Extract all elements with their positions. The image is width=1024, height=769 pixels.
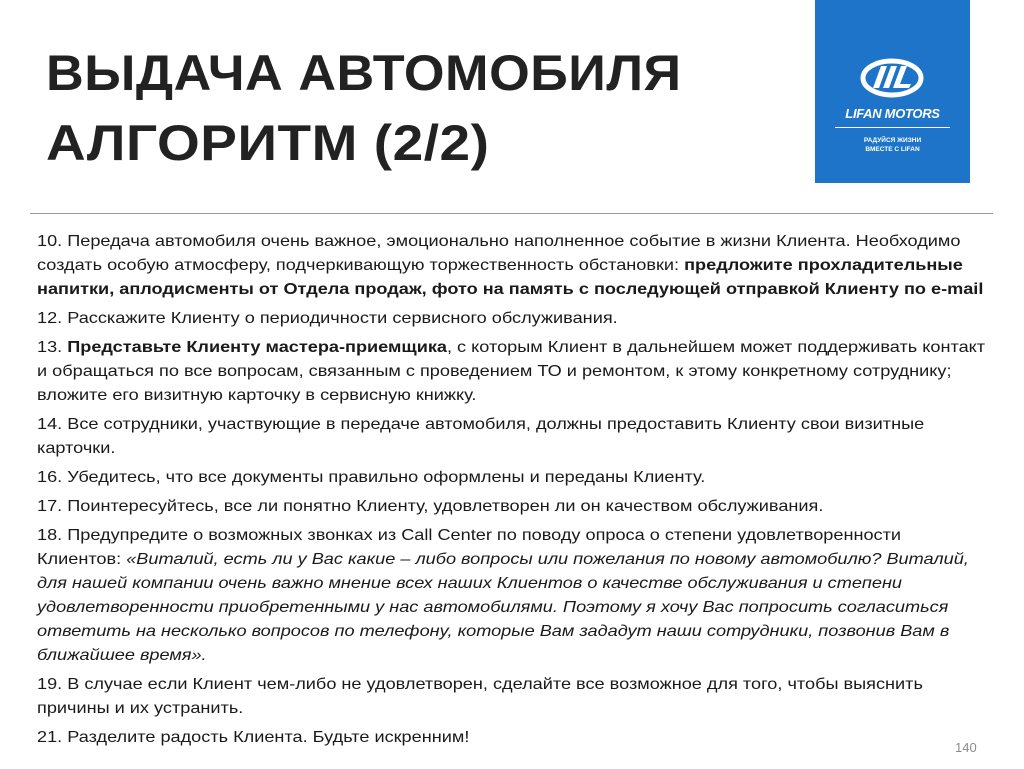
slide-title-line-1: ВЫДАЧА АВТОМОБИЛЯ [46, 45, 682, 101]
text-line [37, 495, 985, 519]
text-segment: Клиентов: [37, 551, 127, 568]
text-line [37, 596, 985, 620]
text-segment: вложите его визитную карточку в сервисную книжку. [37, 387, 477, 404]
italic-text: «Виталий, есть ли у Вас какие – либо вопросы или пожелания по новому автомобилю? Виталий, [126, 551, 969, 568]
text-segment: создать особую атмосферу, подчеркивающую торжественность обстановки: [37, 257, 685, 274]
slide-title-line-2: АЛГОРИТМ (2/2) [46, 115, 490, 171]
logo-slogan-line-1: РАДУЙСЯ ЖИЗНИ [863, 137, 922, 144]
text-line [37, 726, 985, 750]
text-segment: 13. [37, 339, 68, 356]
text-line [37, 336, 985, 360]
text-line [37, 673, 985, 697]
paragraph [37, 495, 874, 519]
text-segment: 14. Все сотрудники, участвующие в передаче автомобиля, должны предоставить Клиенту свои визитные [37, 416, 925, 433]
text-line [37, 548, 985, 572]
text-segment: 21. Разделите радость Клиента. Будьте искренним! [37, 729, 470, 746]
paragraph [37, 726, 874, 750]
paragraph [37, 673, 923, 721]
text-line [37, 413, 985, 437]
lifan-motors-logo [815, 0, 970, 183]
paragraph [37, 466, 874, 490]
text-segment: карточки. [37, 440, 116, 457]
paragraph [37, 336, 986, 408]
text-line [37, 620, 985, 644]
text-line [37, 254, 985, 278]
text-segment: 18. Предупредите о возможных звонках из Call Center по поводу опроса о степени удовлетворенности [37, 527, 902, 544]
bold-text: предложите прохладительные [684, 257, 963, 274]
text-segment: , с которым Клиент в дальнейшем может поддерживать контакт [446, 339, 986, 356]
text-segment: 12. Расскажите Клиенту о периодичности сервисного обслуживания. [37, 310, 618, 327]
text-segment: 17. Поинтересуйтесь, все ли понятно Клиенту, удовлетворен ли он качеством обслуживания. [37, 498, 824, 515]
paragraph [37, 307, 874, 331]
text-segment: и обращаться по все вопросам, связанным с проведением ТО и ремонтом, к этому конкретному сотруднику; [37, 363, 952, 380]
text-line [37, 307, 985, 331]
text-line [37, 644, 985, 668]
text-segment: 16. Убедитесь, что все документы правильно оформлены и переданы Клиенту. [37, 469, 706, 486]
text-line [37, 437, 985, 461]
page-number: 140 [955, 740, 977, 755]
text-line [37, 697, 985, 721]
paragraph [37, 524, 969, 668]
bold-text: напитки, аплодисменты от Отдела продаж, фото на память с последующей отправкой Клиенту по e-mail [37, 281, 984, 298]
text-line [37, 524, 985, 548]
text-line [37, 572, 985, 596]
title-divider [30, 213, 993, 214]
logo-brand-text: LIFAN MOTORS [845, 106, 940, 121]
italic-text: удовлетворенности приобретенными у нас автомобилями. Поэтому я хочу Вас попросить согласиться [37, 599, 949, 616]
text-line [37, 466, 985, 490]
text-line [37, 278, 985, 302]
text-segment: 19. В случае если Клиент чем-либо не удовлетворен, сделайте все возможное для того, чтобы выяснить [37, 676, 923, 693]
italic-text: для нашей компании очень важно мнение всех наших Клиентов о качестве обслуживания и степени [37, 575, 903, 592]
logo-slogan-line-2: ВМЕСТЕ С LIFAN [865, 146, 920, 153]
paragraph [37, 413, 925, 461]
italic-text: ближайшее время». [37, 647, 207, 664]
italic-text: ответить на несколько вопросов по телефону, которые Вам зададут наши сотрудники, позвонив Вам в [37, 623, 950, 640]
paragraph [37, 230, 984, 302]
text-line [37, 384, 985, 408]
logo-divider [835, 127, 950, 128]
text-segment: причины и их устранить. [37, 700, 244, 717]
lifan-emblem-icon [815, 0, 970, 110]
bold-text: Представьте Клиенту мастера-приемщика [67, 339, 447, 356]
text-line [37, 230, 985, 254]
text-segment: 10. Передача автомобиля очень важное, эмоционально наполненное событие в жизни Клиента. Необходимо [37, 233, 961, 250]
text-line [37, 360, 985, 384]
